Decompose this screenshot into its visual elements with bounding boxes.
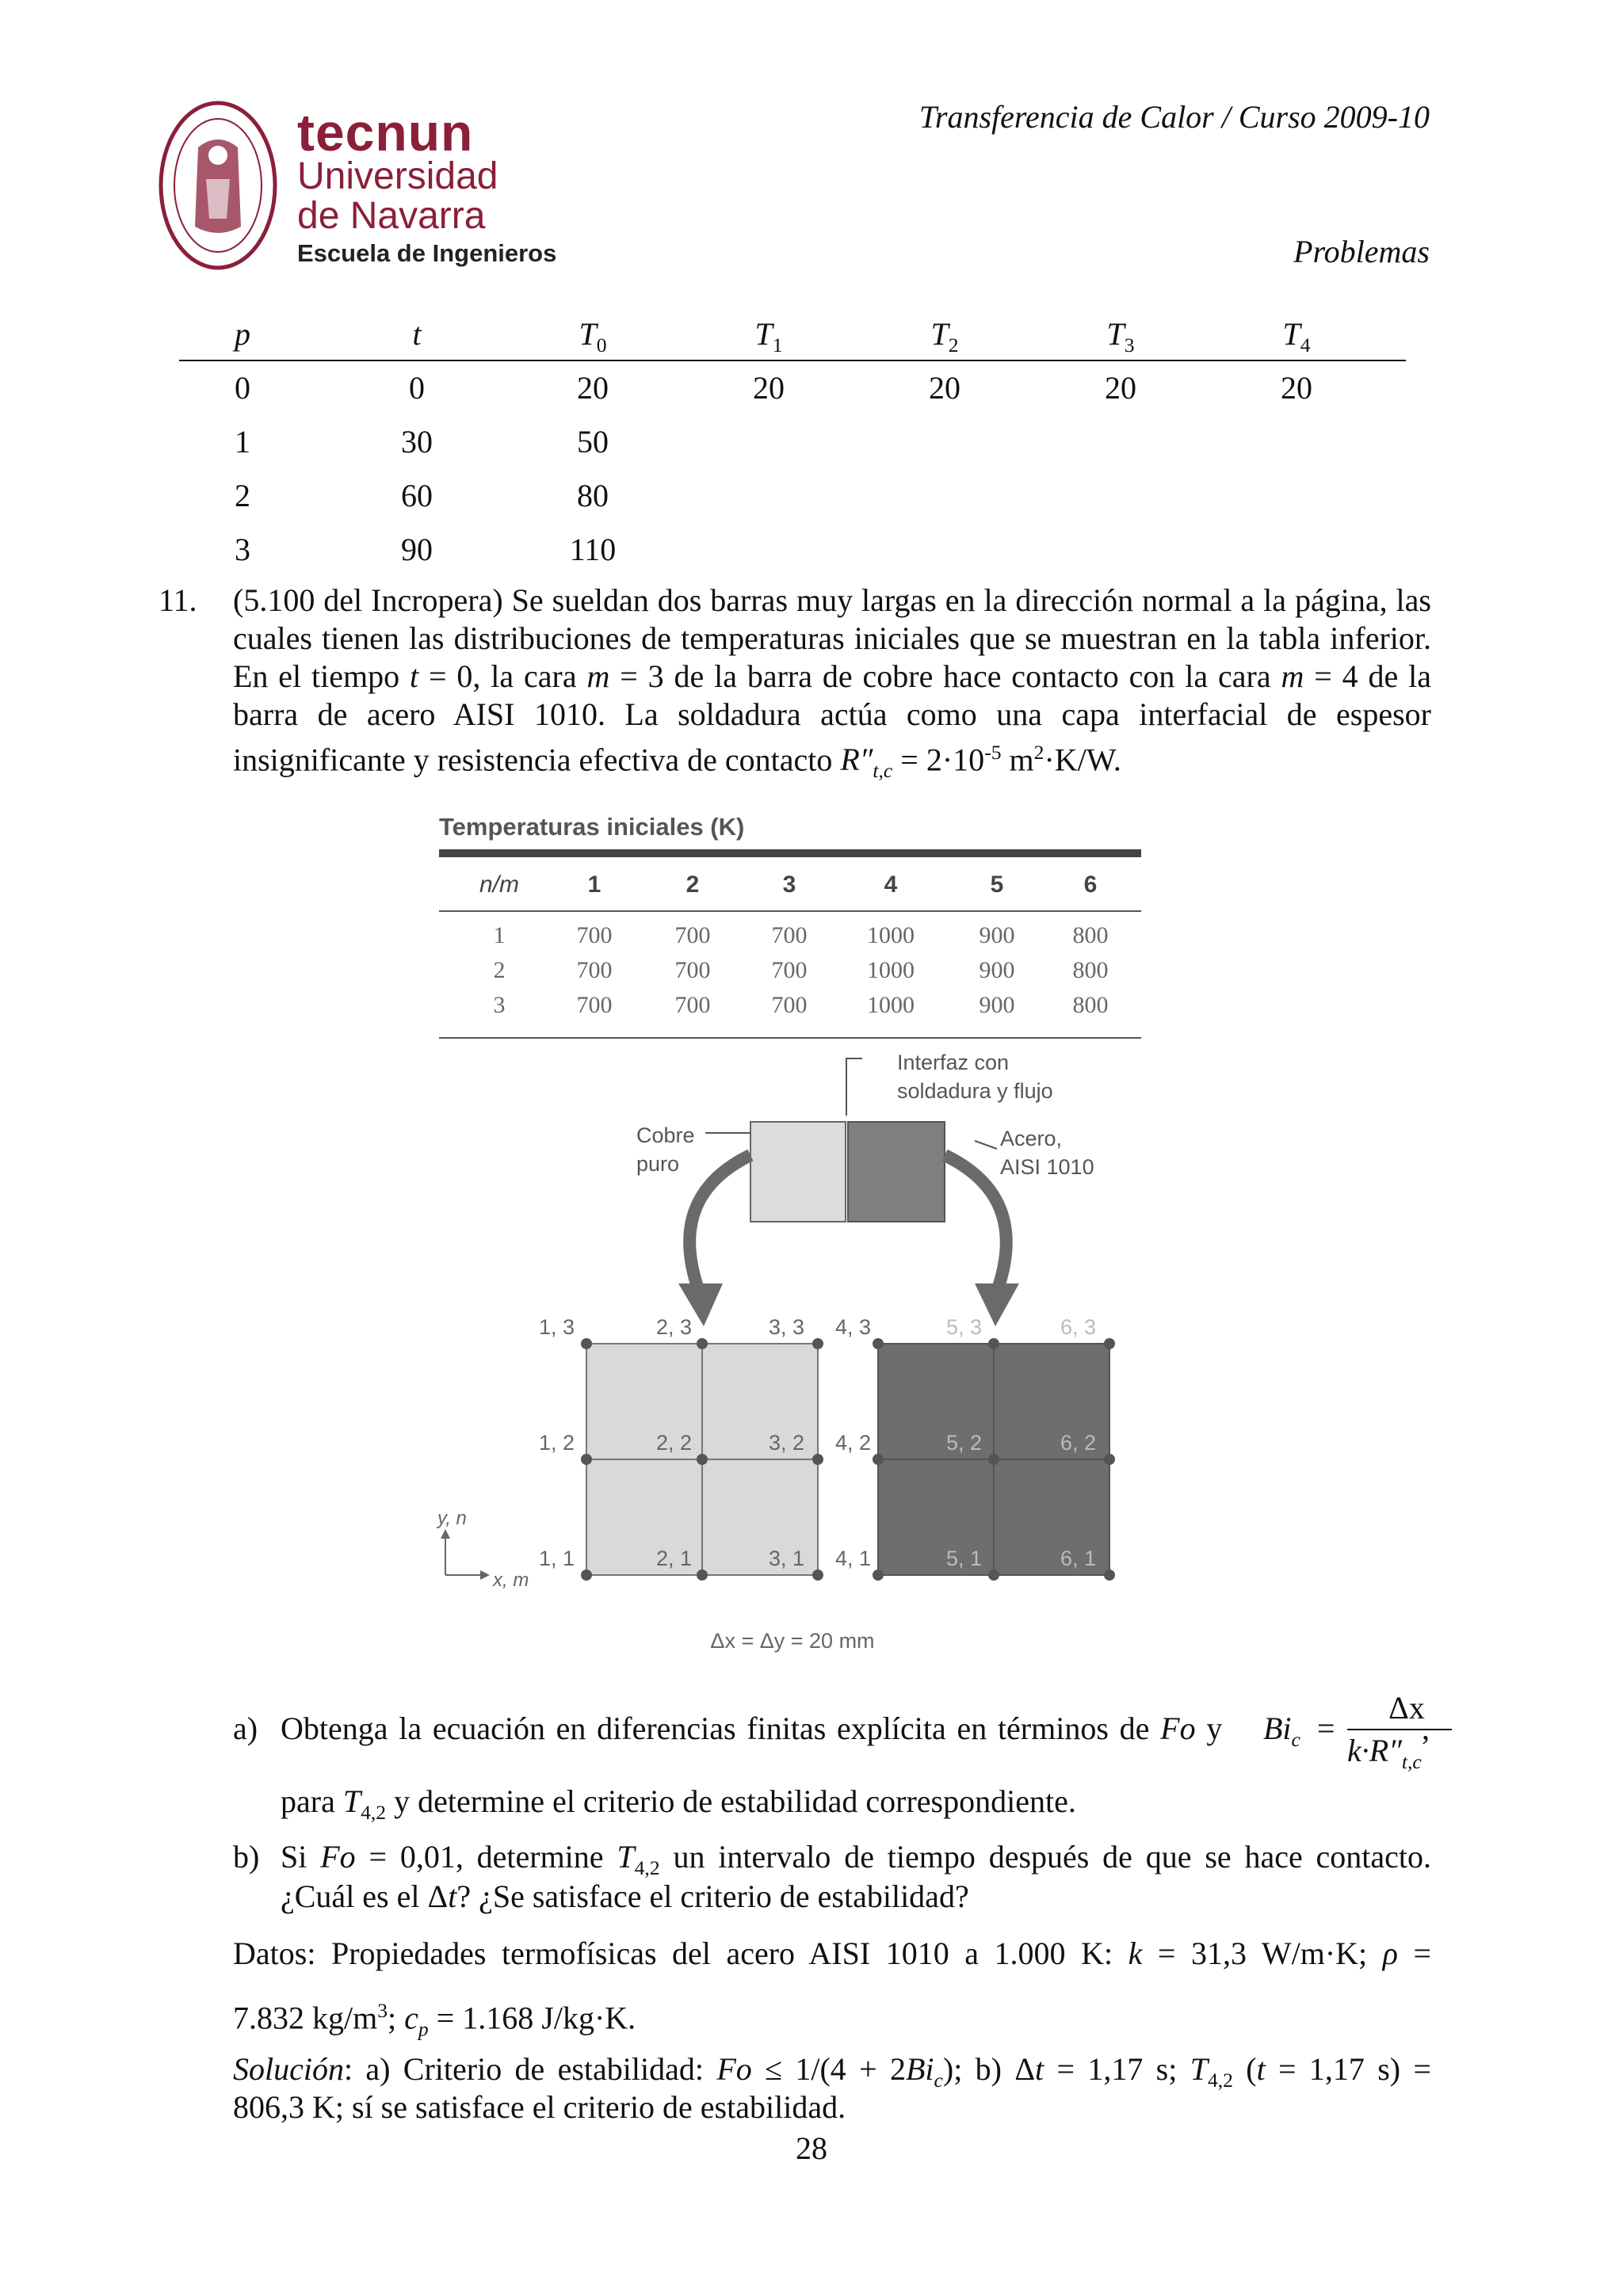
grid-node [812, 1569, 823, 1581]
logo-brand: tecnun [297, 103, 474, 162]
table-cell: 1 [235, 424, 250, 460]
biot-numerator: Δx [1388, 1690, 1425, 1726]
table-row [179, 471, 1406, 524]
node-label: 2, 1 [656, 1547, 693, 1570]
node-label: 6, 2 [1060, 1431, 1097, 1455]
copper-bar [750, 1122, 846, 1222]
fig-col-header: 4 [884, 871, 898, 898]
grid-node [812, 1338, 823, 1349]
header-cell: $T_1$ [754, 316, 783, 357]
solution-line2: 806,3 K; sí se satisface el criterio de estabilidad. [233, 2089, 846, 2125]
node-label: 3, 1 [769, 1547, 805, 1570]
problem-statement: (5.100 del Incropera) Se sueldan dos barras muy largas en la dirección normal a la página, las cuales tienen las distribuciones de temperaturas iniciales que se muestran en la tabla inferior. En el tiempo t = 0, la cara m = 3 de la barra de cobre hace contacto con la cara m = 4 de la barra de acero AISI 1010. La soldadura actúa como una capa interfacial de espesor insignificante y resistencia efectiva de contacto $R''_{t,c} = 2\cdot 10^{-5}$ $m^2\cdot K/W$. [233, 582, 1431, 783]
node-label: 1, 2 [539, 1431, 575, 1455]
initial-temps-title: Temperaturas iniciales (K) [439, 813, 745, 841]
steel-arrow-icon [945, 1155, 1006, 1291]
solution-line1: Solución: a) Criterio de estabilidad: $Fo \le 1/(4 + 2Bi_c)$; b) Δt = 1,17 s; $T_{4,2}$ (t = 1,17 s) = [233, 2051, 1431, 2092]
data-line1: Datos: Propiedades termofísicas del acero AISI 1010 a 1.000 K: k = 31,3 W/m·K; ρ = [233, 1936, 1432, 1971]
grid-spacing: Δx = Δy = 20 mm [710, 1629, 875, 1653]
biot-formula: $Bi_c$ = Δx $k\cdot R''_{t,c}$ , [1263, 1689, 1438, 1776]
node-label: 6, 3 [1060, 1315, 1097, 1339]
table-cell: 60 [401, 478, 433, 513]
axis-y-arrow-icon [441, 1529, 450, 1539]
university-seal-icon [158, 100, 277, 271]
node-label: 6, 1 [1060, 1547, 1097, 1570]
table-cell: 20 [929, 370, 960, 406]
node-label: 3, 3 [769, 1315, 805, 1339]
bars-figure [428, 800, 1157, 1664]
table-cell: 50 [577, 424, 609, 460]
page-number: 28 [796, 2130, 827, 2166]
logo-school: Escuela de Ingenieros [297, 239, 557, 267]
results-table-body [179, 363, 1406, 578]
table-top-bar [439, 849, 1141, 857]
grid-node [581, 1569, 592, 1581]
fig-col-headers [588, 871, 1098, 898]
node-label: 3, 2 [769, 1431, 805, 1455]
logo-line-universidad: Universidad [297, 155, 498, 197]
results-table [179, 309, 1406, 578]
table-cell: 2 [235, 478, 250, 513]
data-line2: 7.832 $kg/m^3$; $c_p = 1.168$ J/kg·K. [233, 1999, 636, 2041]
grid-node [988, 1454, 999, 1465]
table-cell: 90 [401, 532, 433, 567]
copper-label-1: Cobre [636, 1123, 695, 1147]
node-label: 5, 3 [946, 1315, 983, 1339]
interface-pointer [846, 1058, 862, 1116]
fig-table-cell: 700 [674, 992, 711, 1018]
fig-table-cell: 700 [771, 992, 808, 1018]
grid-node [812, 1454, 823, 1465]
steel-pointer [975, 1141, 997, 1149]
fig-table-cell: 900 [979, 922, 1015, 948]
question-a-line1: Obtenga la ecuación en diferencias finitas explícita en términos de Fo y [281, 1711, 1223, 1746]
results-table-header [179, 309, 1406, 363]
interface-label-2: soldadura y flujo [897, 1079, 1053, 1103]
header-rule [179, 360, 1406, 361]
fig-table-rows [494, 922, 1109, 1018]
fig-table-cell: 700 [576, 992, 613, 1018]
node-label: 1, 1 [539, 1547, 575, 1570]
grid-node [988, 1569, 999, 1581]
biot-denominator: $k\cdot R''_{t,c}$ [1347, 1733, 1422, 1773]
header-cell: $T_4$ [1282, 316, 1311, 357]
grid-node [697, 1338, 708, 1349]
fig-table-cell: 700 [674, 957, 711, 983]
fig-table-cell: 1 [493, 922, 506, 948]
table-cell: 20 [753, 370, 785, 406]
grid-node [1104, 1569, 1115, 1581]
axis-y-label: y, n [437, 1508, 467, 1529]
node-label: 4, 2 [835, 1431, 872, 1455]
fig-table-cell: 900 [979, 992, 1015, 1018]
course-title: Transferencia de Calor / Curso 2009-10 [918, 99, 1430, 135]
header-cell: $T_2$ [930, 316, 959, 357]
table-cell: 20 [1281, 370, 1312, 406]
question-a-label: a) [233, 1711, 258, 1746]
question-b-line2: ¿Cuál es el Δt? ¿Se satisface el criterio de estabilidad? [281, 1878, 969, 1914]
table-row [179, 417, 1406, 471]
table-cell: 110 [569, 532, 617, 567]
node-label: 2, 2 [656, 1431, 693, 1455]
fig-table-cell: 1000 [867, 922, 915, 948]
fig-table-cell: 700 [576, 922, 613, 948]
node-label: 1, 3 [539, 1315, 575, 1339]
node-label: 4, 1 [835, 1547, 872, 1570]
grid-node [697, 1454, 708, 1465]
table-cell: 0 [235, 370, 250, 406]
question-b-label: b) [233, 1839, 260, 1875]
header-cell: p [235, 316, 250, 352]
axis-x-label: x, m [493, 1569, 529, 1591]
fig-table-cell: 800 [1072, 957, 1109, 983]
table-cell: 80 [577, 478, 609, 513]
grid-node [988, 1338, 999, 1349]
fig-table-cell: 900 [979, 957, 1015, 983]
table-cell: 20 [1105, 370, 1136, 406]
header-cell: $T_3$ [1106, 316, 1135, 357]
grid-node [873, 1454, 884, 1465]
steel-bar [848, 1122, 945, 1222]
grid-node [1104, 1338, 1115, 1349]
fig-table-cell: 800 [1072, 992, 1109, 1018]
grid-node [581, 1338, 592, 1349]
section-title: Problemas [1293, 234, 1430, 269]
fraction-bar [1347, 1729, 1452, 1730]
fig-col-header: 6 [1083, 871, 1098, 898]
table-cell: 30 [401, 424, 433, 460]
question-a-line2: para $T_{4,2}$ y determine el criterio de estabilidad correspondiente. [281, 1783, 1076, 1824]
fig-table-cell: 700 [576, 957, 613, 983]
grid-node [581, 1454, 592, 1465]
axis-x-arrow-icon [480, 1570, 490, 1580]
header-cell: t [412, 316, 422, 352]
fig-table-cell: 1000 [867, 957, 915, 983]
grid-node [873, 1338, 884, 1349]
problem-number: 11. [158, 582, 197, 618]
table-cell: 0 [409, 370, 425, 406]
node-label: 2, 3 [656, 1315, 693, 1339]
table-cell: 20 [577, 370, 609, 406]
fig-table-cell: 3 [493, 992, 506, 1018]
table-cell: 3 [235, 532, 250, 567]
node-label: 5, 1 [946, 1547, 983, 1570]
fig-table-cell: 1000 [867, 992, 915, 1018]
node-label: 5, 2 [946, 1431, 983, 1455]
fig-col-header: 2 [685, 871, 700, 898]
copper-arrow-icon [689, 1155, 750, 1291]
contact-resistance-symbol: $R''_{t,c}$ [840, 742, 893, 783]
table-row [179, 363, 1406, 417]
steel-label-1: Acero, [1000, 1127, 1063, 1150]
fig-col-header: 5 [990, 871, 1004, 898]
steel-label-2: AISI 1010 [1000, 1155, 1094, 1179]
fig-col-header: 3 [782, 871, 796, 898]
logo-university [297, 157, 498, 237]
grid-node [1104, 1454, 1115, 1465]
question-b-text: Si Fo = 0,01, determine $T_{4,2}$ un intervalo de tiempo después de que se hace contacto. [281, 1839, 1432, 1879]
fig-col-header-nm: n/m [479, 871, 520, 898]
fig-table-cell: 700 [771, 922, 808, 948]
table-row [179, 524, 1406, 578]
interface-label-1: Interfaz con [897, 1051, 1010, 1074]
node-label: 4, 3 [835, 1315, 872, 1339]
fig-col-header: 1 [587, 871, 601, 898]
grid-node [873, 1569, 884, 1581]
fig-table-cell: 700 [771, 957, 808, 983]
fig-table-cell: 800 [1072, 922, 1109, 948]
fig-table-cell: 700 [674, 922, 711, 948]
fig-table-cell: 2 [493, 957, 506, 983]
grid-node [697, 1569, 708, 1581]
copper-label-2: puro [636, 1152, 680, 1176]
logo-line-navarra: de Navarra [297, 195, 486, 238]
header-cell: $T_0$ [579, 316, 607, 357]
